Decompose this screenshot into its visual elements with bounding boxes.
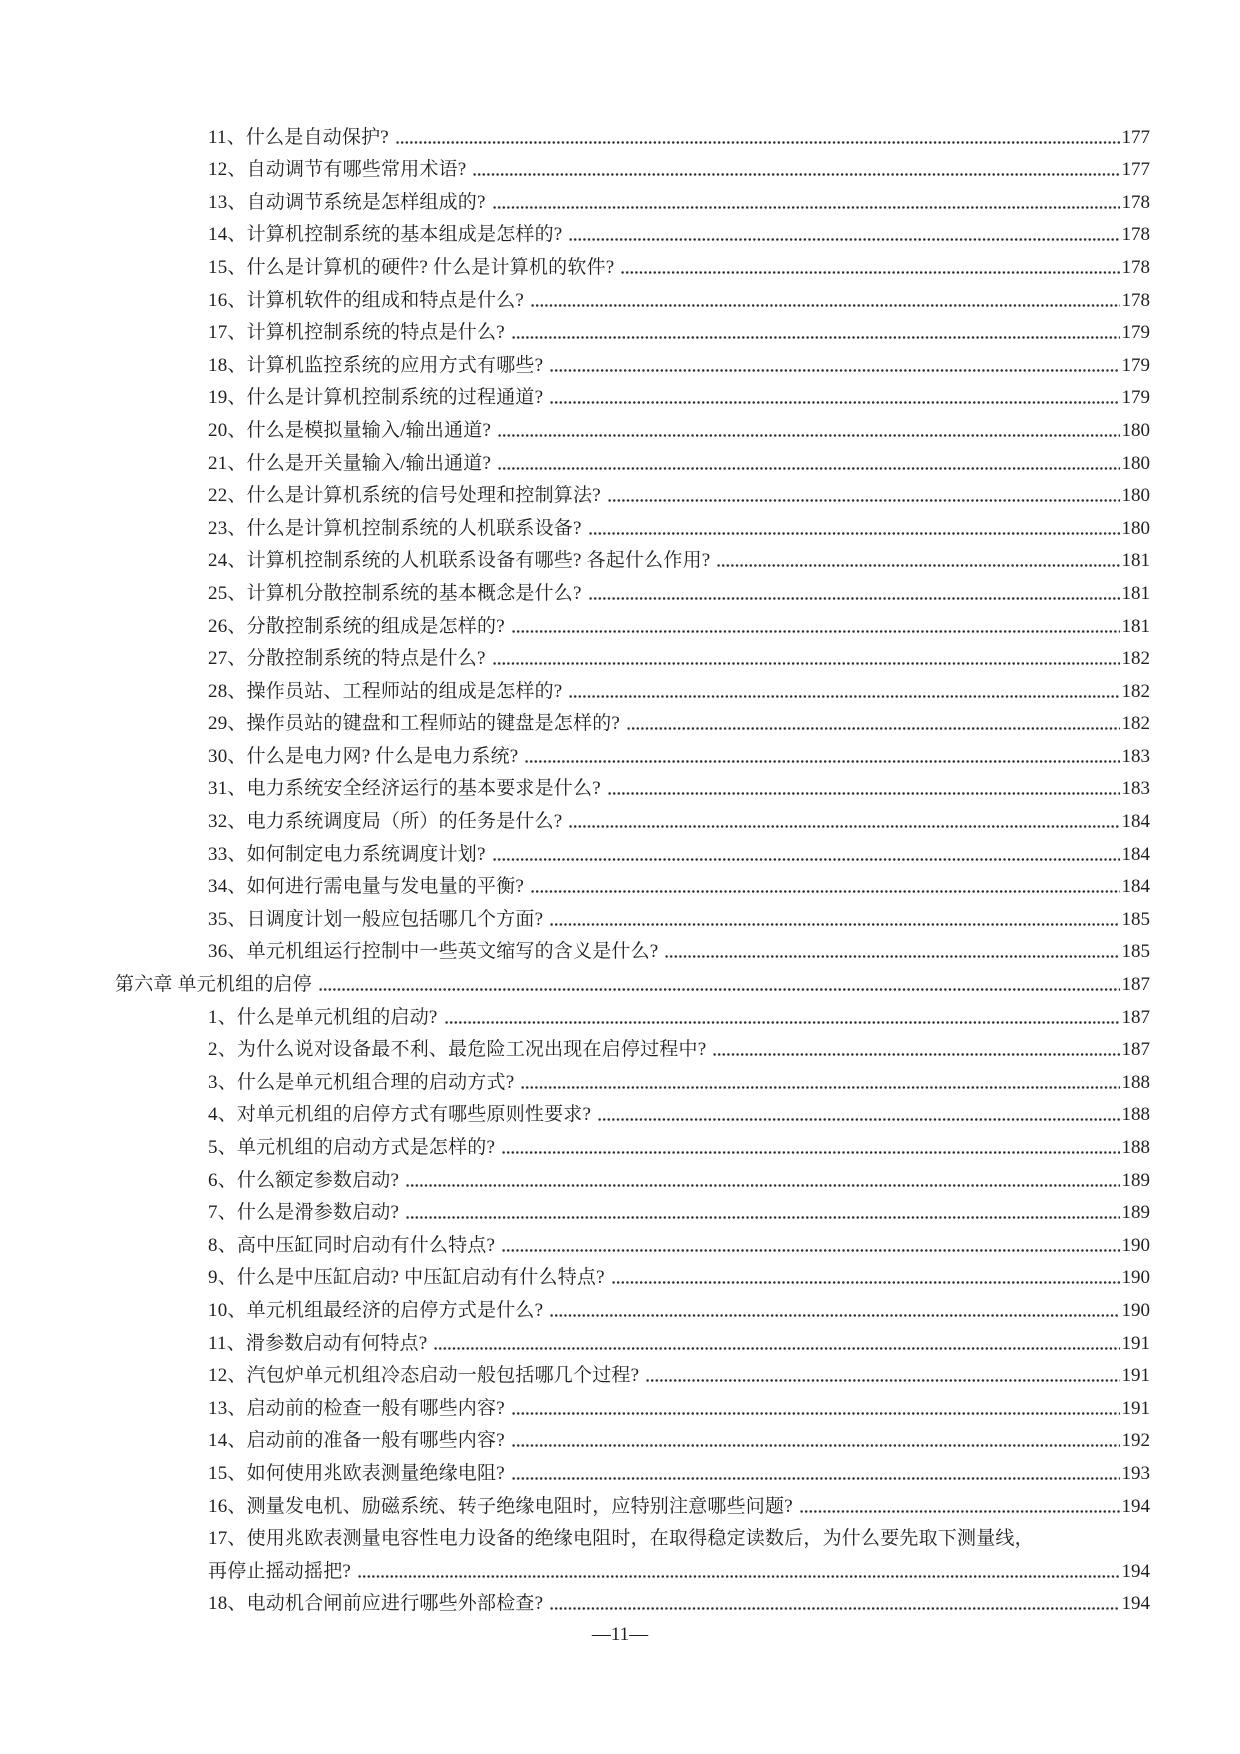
dot-leader xyxy=(550,400,1119,405)
dot-leader xyxy=(589,596,1120,601)
entry-page-number: 193 xyxy=(1121,1462,1150,1484)
entry-page-number: 190 xyxy=(1121,1299,1150,1321)
entry-label: 23、什么是计算机控制系统的人机联系设备? xyxy=(208,517,582,539)
toc-item-row xyxy=(0,1322,1150,1355)
entry-label: 12、自动调节有哪些常用术语? xyxy=(208,159,467,181)
toc-item-row xyxy=(0,1224,1150,1257)
dot-leader xyxy=(550,368,1119,373)
dot-leader xyxy=(621,270,1119,275)
entry-page-number: 187 xyxy=(1121,1006,1150,1028)
entry-page-number: 191 xyxy=(1121,1365,1150,1387)
dot-leader xyxy=(550,1606,1119,1611)
dot-leader xyxy=(406,1215,1119,1220)
toc-item-row xyxy=(0,1289,1150,1322)
entry-label: 6、什么额定参数启动? xyxy=(208,1169,400,1191)
entry-page-number: 180 xyxy=(1121,452,1150,474)
dot-leader xyxy=(445,1020,1120,1025)
toc-item-row xyxy=(0,1485,1150,1518)
dot-leader xyxy=(525,759,1119,764)
dot-leader xyxy=(502,1150,1119,1155)
toc-item-row xyxy=(0,540,1150,573)
toc-item-row xyxy=(0,1126,1150,1159)
entry-page-number: 194 xyxy=(1121,1560,1150,1582)
toc-item-row xyxy=(0,1420,1150,1453)
entry-page-number: 180 xyxy=(1121,419,1150,441)
toc-item-row xyxy=(0,1583,1150,1616)
toc-item-row xyxy=(0,1452,1150,1485)
entry-page-number: 184 xyxy=(1121,843,1150,865)
entry-page-number: 181 xyxy=(1121,582,1150,604)
dot-leader xyxy=(646,1378,1119,1383)
entry-label: 15、如何使用兆欧表测量绝缘电阻? xyxy=(208,1462,505,1484)
toc-item-row xyxy=(0,866,1150,899)
toc-item-row xyxy=(0,1061,1150,1094)
entry-label: 8、高中压缸同时启动有什么特点? xyxy=(208,1234,496,1256)
toc-item-row xyxy=(0,409,1150,442)
entry-label: 16、测量发电机、励磁系统、转子绝缘电阻时，应特别注意哪些问题? xyxy=(208,1495,793,1517)
toc-item-row xyxy=(0,475,1150,508)
entry-page-number: 183 xyxy=(1121,778,1150,800)
dot-leader xyxy=(717,563,1119,568)
dot-leader xyxy=(512,335,1120,340)
entry-page-number: 190 xyxy=(1121,1234,1150,1256)
entry-label: 第六章 单元机组的启停 xyxy=(115,974,312,996)
toc-item-row xyxy=(0,1029,1150,1062)
entry-label: 7、什么是滑参数启动? xyxy=(208,1202,400,1224)
entry-page-number: 181 xyxy=(1121,550,1150,572)
entry-page-number: 191 xyxy=(1121,1332,1150,1354)
entry-label: 4、对单元机组的启停方式有哪些原则性要求? xyxy=(208,1104,592,1126)
toc-item-row xyxy=(0,670,1150,703)
dot-leader xyxy=(512,1476,1120,1481)
entry-label: 10、单元机组最经济的启停方式是什么? xyxy=(208,1299,544,1321)
entry-label: 24、计算机控制系统的人机联系设备有哪些? 各起什么作用? xyxy=(208,550,711,572)
toc-item-row xyxy=(0,149,1150,182)
entry-page-number: 191 xyxy=(1121,1397,1150,1419)
dot-leader xyxy=(608,791,1120,796)
dot-leader xyxy=(550,922,1119,927)
entry-label: 34、如何进行需电量与发电量的平衡? xyxy=(208,876,525,898)
toc-item-row xyxy=(0,1355,1150,1388)
entry-page-number: 189 xyxy=(1121,1202,1150,1224)
entry-page-number: 184 xyxy=(1121,811,1150,833)
entry-page-number: 178 xyxy=(1121,191,1150,213)
entry-page-number: 178 xyxy=(1121,289,1150,311)
entry-label: 30、什么是电力网? 什么是电力系统? xyxy=(208,745,519,767)
entry-label: 3、什么是单元机组合理的启动方式? xyxy=(208,1071,515,1093)
entry-label: 14、计算机控制系统的基本组成是怎样的? xyxy=(208,224,563,246)
dot-leader xyxy=(512,1443,1120,1448)
entry-label: 13、启动前的检查一般有哪些内容? xyxy=(208,1397,505,1419)
entry-page-number: 190 xyxy=(1121,1267,1150,1289)
toc-item-row xyxy=(0,1192,1150,1225)
dot-leader xyxy=(627,726,1119,731)
toc-item-row xyxy=(0,214,1150,247)
page-footer-number: —11— xyxy=(591,1624,649,1645)
entry-page-number: 177 xyxy=(1121,159,1150,181)
entry-label: 36、单元机组运行控制中一些英文缩写的含义是什么? xyxy=(208,941,659,963)
entry-label: 14、启动前的准备一般有哪些内容? xyxy=(208,1430,505,1452)
entry-label: 18、计算机监控系统的应用方式有哪些? xyxy=(208,354,544,376)
entry-label: 32、电力系统调度局（所）的任务是什么? xyxy=(208,811,563,833)
entry-label: 29、操作员站的键盘和工程师站的键盘是怎样的? xyxy=(208,713,621,735)
dot-leader xyxy=(665,954,1119,959)
dot-leader xyxy=(550,1313,1119,1318)
entry-label: 26、分散控制系统的组成是怎样的? xyxy=(208,615,505,637)
entry-label: 11、滑参数启动有何特点? xyxy=(208,1332,428,1354)
toc-item-row xyxy=(0,1094,1150,1127)
entry-label: 5、单元机组的启动方式是怎样的? xyxy=(208,1137,496,1158)
dot-leader xyxy=(612,1280,1120,1285)
toc-chapter-row xyxy=(0,963,1150,996)
entry-page-number: 182 xyxy=(1121,713,1150,735)
entry-label: 9、什么是中压缸启动? 中压缸启动有什么特点? xyxy=(208,1267,605,1289)
entry-label: 27、分散控制系统的特点是什么? xyxy=(208,648,486,670)
entry-page-number: 194 xyxy=(1121,1593,1150,1615)
toc-item-row xyxy=(0,116,1150,149)
entry-page-number: 194 xyxy=(1121,1495,1150,1517)
entry-label: 21、什么是开关量输入/输出通道? xyxy=(208,452,492,474)
entry-label: 12、汽包炉单元机组冷态启动一般包括哪几个过程? xyxy=(208,1365,640,1387)
toc-item-row xyxy=(0,442,1150,475)
dot-leader xyxy=(521,1085,1119,1090)
toc-item-row xyxy=(0,246,1150,279)
dot-leader xyxy=(512,629,1120,634)
toc-item-row xyxy=(0,605,1150,638)
dot-leader xyxy=(800,1509,1120,1514)
entry-label: 17、使用兆欧表测量电容性电力设备的绝缘电阻时，在取得稳定读数后，为什么要先取下测量线， xyxy=(208,1528,1034,1550)
toc-item-row xyxy=(0,507,1150,540)
entry-page-number: 182 xyxy=(1121,680,1150,702)
entry-label: 18、电动机合闸前应进行哪些外部检查? xyxy=(208,1593,544,1615)
entry-page-number: 180 xyxy=(1121,517,1150,539)
entry-page-number: 188 xyxy=(1121,1137,1150,1158)
toc-item-row xyxy=(0,931,1150,964)
toc-item-row xyxy=(0,1159,1150,1192)
entry-label: 28、操作员站、工程师站的组成是怎样的? xyxy=(208,680,563,702)
toc-item-row xyxy=(0,1387,1150,1420)
dot-leader xyxy=(589,531,1120,536)
dot-leader xyxy=(502,1248,1119,1253)
dot-leader xyxy=(498,466,1119,471)
entry-label: 2、为什么说对设备最不利、最危险工况出现在启停过程中? xyxy=(208,1039,707,1061)
toc-item-row xyxy=(0,572,1150,605)
dot-leader xyxy=(569,694,1119,699)
entry-page-number: 192 xyxy=(1121,1430,1150,1452)
dot-leader xyxy=(498,433,1119,438)
dot-leader xyxy=(396,140,1120,145)
dot-leader xyxy=(493,205,1120,210)
entry-label: 25、计算机分散控制系统的基本概念是什么? xyxy=(208,582,582,604)
toc-item-row xyxy=(0,735,1150,768)
entry-page-number: 178 xyxy=(1121,256,1150,278)
entry-label: 15、什么是计算机的硬件? 什么是计算机的软件? xyxy=(208,256,615,278)
entry-label: 33、如何制定电力系统调度计划? xyxy=(208,843,486,865)
entry-page-number: 188 xyxy=(1121,1104,1150,1126)
toc-item-row xyxy=(0,703,1150,736)
entry-page-number: 189 xyxy=(1121,1169,1150,1191)
entry-page-number: 183 xyxy=(1121,745,1150,767)
entry-page-number: 178 xyxy=(1121,224,1150,246)
entry-page-number: 179 xyxy=(1121,322,1150,344)
toc-item-row xyxy=(0,898,1150,931)
toc-item-row xyxy=(0,833,1150,866)
toc-item-row xyxy=(0,344,1150,377)
entry-page-number: 184 xyxy=(1121,876,1150,898)
entry-page-number: 179 xyxy=(1121,387,1150,409)
dot-leader xyxy=(531,303,1119,308)
dot-leader xyxy=(493,661,1120,666)
toc-item-row xyxy=(0,800,1150,833)
dot-leader xyxy=(608,498,1120,503)
entry-page-number: 185 xyxy=(1121,941,1150,963)
toc-item-row xyxy=(0,279,1150,312)
entry-label: 1、什么是单元机组的启动? xyxy=(208,1006,438,1028)
entry-page-number: 182 xyxy=(1121,648,1150,670)
toc-item-row xyxy=(0,1550,1150,1583)
entry-page-number: 187 xyxy=(1121,974,1150,996)
entry-label: 17、计算机控制系统的特点是什么? xyxy=(208,322,505,344)
entry-page-number: 177 xyxy=(1121,126,1150,148)
entry-page-number: 187 xyxy=(1121,1039,1150,1061)
toc-list xyxy=(0,116,1150,1615)
dot-leader xyxy=(434,1346,1119,1351)
dot-leader xyxy=(598,1117,1119,1122)
toc-item-row xyxy=(0,312,1150,345)
entry-label: 再停止摇动摇把? xyxy=(208,1560,352,1582)
entry-page-number: 179 xyxy=(1121,354,1150,376)
dot-leader xyxy=(473,172,1119,177)
dot-leader xyxy=(713,1052,1119,1057)
dot-leader xyxy=(493,857,1120,862)
dot-leader xyxy=(569,824,1119,829)
dot-leader xyxy=(319,987,1120,992)
entry-page-number: 188 xyxy=(1121,1071,1150,1093)
toc-item-row xyxy=(0,377,1150,410)
entry-page-number: 180 xyxy=(1121,485,1150,507)
toc-item-row xyxy=(0,638,1150,671)
toc-item-row xyxy=(0,768,1150,801)
toc-item-row xyxy=(0,181,1150,214)
entry-label: 22、什么是计算机系统的信号处理和控制算法? xyxy=(208,485,601,507)
entry-label: 31、电力系统安全经济运行的基本要求是什么? xyxy=(208,778,601,800)
entry-label: 19、什么是计算机控制系统的过程通道? xyxy=(208,387,544,409)
entry-label: 13、自动调节系统是怎样组成的? xyxy=(208,191,486,213)
dot-leader xyxy=(531,889,1119,894)
dot-leader xyxy=(569,237,1119,242)
entry-label: 11、什么是自动保护? xyxy=(208,126,389,148)
dot-leader xyxy=(358,1574,1119,1579)
dot-leader xyxy=(512,1411,1120,1416)
entry-label: 35、日调度计划一般应包括哪几个方面? xyxy=(208,908,544,930)
toc-item-row xyxy=(0,996,1150,1029)
dot-leader xyxy=(406,1183,1119,1188)
entry-label: 16、计算机软件的组成和特点是什么? xyxy=(208,289,525,311)
toc-item-row xyxy=(0,1257,1150,1290)
entry-label: 20、什么是模拟量输入/输出通道? xyxy=(208,419,492,441)
entry-page-number: 181 xyxy=(1121,615,1150,637)
entry-page-number: 185 xyxy=(1121,908,1150,930)
toc-item-row xyxy=(0,1518,1150,1551)
